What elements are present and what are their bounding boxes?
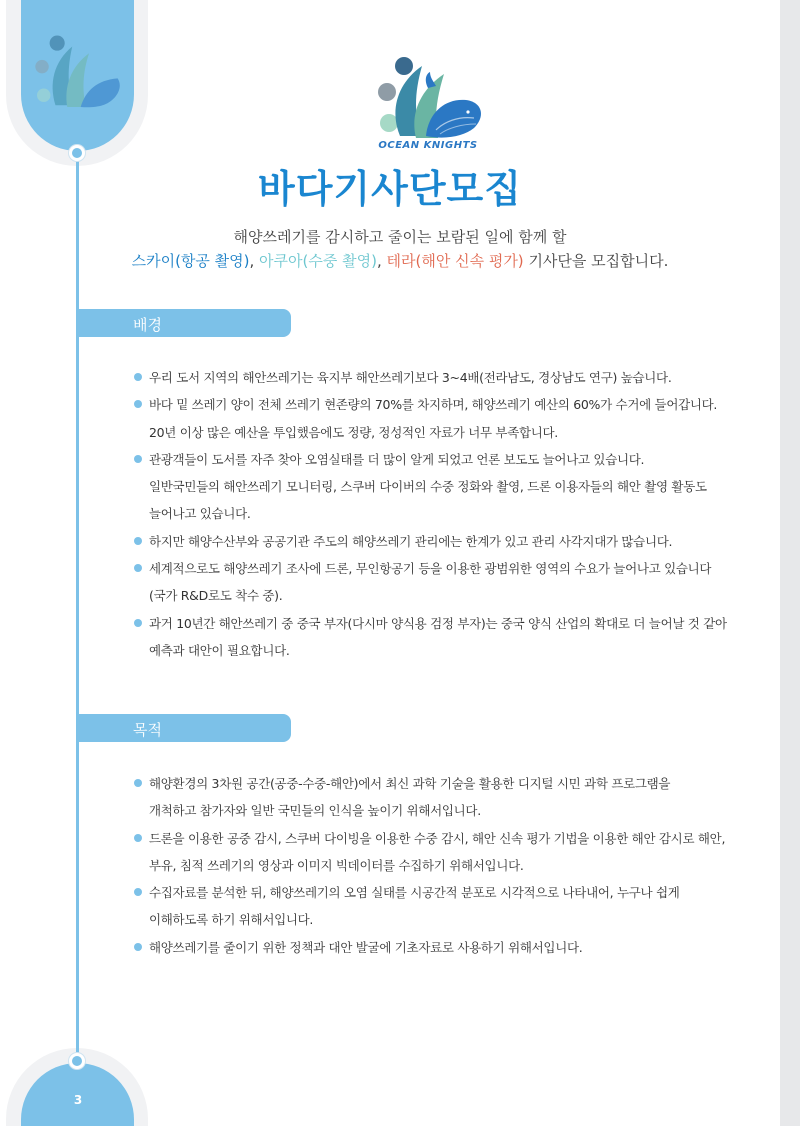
bullet-dot-icon <box>134 564 142 572</box>
list-item-text: 세계적으로도 해양쓰레기 조사에 드론, 무인항공기 등을 이용한 광범위한 영역의 수요가 늘어나고 있습니다 <box>149 561 712 577</box>
list-item-text: 일반국민들의 해안쓰레기 모니터링, 스쿠버 다이버의 수중 정화와 촬영, 드론 이용자들의 해안 촬영 활동도 <box>149 479 707 495</box>
list-item <box>134 391 760 446</box>
list-item-text: 해양쓰레기를 줄이기 위한 정책과 대안 발굴에 기초자료로 사용하기 위해서입니다. <box>149 939 583 955</box>
list-item-text: 이해하도록 하기 위해서입니다. <box>149 912 314 928</box>
whale-logo-icon <box>370 54 486 154</box>
timeline-line <box>76 152 79 1060</box>
section-header-background <box>78 309 291 337</box>
intro-separator: , <box>249 252 260 270</box>
intro-tail: 기사단을 모집합니다. <box>523 252 669 270</box>
bullet-dot-icon <box>134 455 142 463</box>
page-title: 바다기사단모집 <box>258 167 522 211</box>
bullet-dot-icon <box>134 834 142 842</box>
list-item-text: 우리 도서 지역의 해안쓰레기는 육지부 해안쓰레기보다 3~4배(전라남도, 경상남도 연구) 높습니다. <box>149 370 672 385</box>
bullet-dot-icon <box>134 373 142 381</box>
intro-aqua: 아쿠아(수중 촬영) <box>259 252 377 270</box>
purpose-list <box>134 770 760 961</box>
list-item-text: 늘어나고 있습니다. <box>149 506 251 522</box>
timeline-bottom-dot <box>69 1053 85 1069</box>
list-item <box>134 879 760 934</box>
list-item-text: 수집자료를 분석한 뒤, 해양쓰레기의 오염 실태를 시공간적 분포로 시각적으로 나타내어, 누구나 쉽게 <box>149 885 680 901</box>
list-item-text: 해양환경의 3차원 공간(공중-수중-해안)에서 최신 과학 기술을 활용한 디지털 시민 과학 프로그램을 <box>149 776 671 791</box>
intro-line-2 <box>0 250 780 271</box>
bullet-dot-icon <box>134 943 142 951</box>
list-item <box>134 555 760 610</box>
bullet-dot-icon <box>134 537 142 545</box>
list-item <box>134 528 760 555</box>
list-item <box>134 770 760 825</box>
list-item-text: 개척하고 참가자와 일반 국민들의 인식을 높이기 위해서입니다. <box>149 803 481 819</box>
bullet-dot-icon <box>134 400 142 408</box>
intro-sky: 스카이(항공 촬영) <box>131 252 250 270</box>
bullet-dot-icon <box>134 779 142 787</box>
bullet-dot-icon <box>134 888 142 896</box>
section-header-purpose <box>78 714 291 742</box>
section-label: 목적 <box>133 721 162 739</box>
whale-logo-icon <box>26 28 132 112</box>
list-item <box>134 364 760 391</box>
background-list <box>134 364 760 664</box>
list-item-text: 관광객들이 도서를 자주 찾아 오염실태를 더 많이 알게 되었고 언론 보도도 늘어나고 있습니다. <box>149 451 645 467</box>
bullet-dot-icon <box>134 619 142 627</box>
list-item <box>134 825 760 880</box>
list-item-text: 과거 10년간 해안쓰레기 중 중국 부자(다시마 양식용 검정 부자)는 중국 양식 산업의 확대로 더 늘어날 것 같아 <box>149 615 727 631</box>
list-item <box>134 446 760 528</box>
intro-terra: 테라(해안 신속 평가) <box>386 252 524 270</box>
intro-line-1: 해양쓰레기를 감시하고 줄이는 보람된 일에 함께 할 <box>233 228 567 246</box>
list-item-text: (국가 R&D로도 착수 중). <box>149 588 283 604</box>
list-item-text: 부유, 침적 쓰레기의 영상과 이미지 빅데이터를 수집하기 위해서입니다. <box>149 857 524 873</box>
list-item-text: 드론을 이용한 공중 감시, 스쿠버 다이빙을 이용한 수중 감시, 해안 신속 평가 기법을 이용한 해안 감시로 해안, <box>149 830 726 846</box>
list-item <box>134 934 760 961</box>
section-label: 배경 <box>133 316 162 334</box>
list-item-text: 20년 이상 많은 예산을 투입했음에도 정량, 정성적인 자료가 너무 부족합니다. <box>149 424 558 440</box>
page-number: 3 <box>73 1093 83 1107</box>
brand-text: OCEAN KNIGHTS <box>378 140 478 151</box>
intro-separator: , <box>376 252 387 270</box>
list-item-text: 하지만 해양수산부와 공공기관 주도의 해양쓰레기 관리에는 한계가 있고 관리 사각지대가 많습니다. <box>149 533 673 549</box>
list-item-text: 바다 밑 쓰레기 양이 전체 쓰레기 현존량의 70%를 차지하며, 해양쓰레기 예산의 60%가 수거에 들어갑니다. <box>149 397 718 413</box>
list-item <box>134 610 760 665</box>
list-item-text: 예측과 대안이 필요합니다. <box>149 642 290 658</box>
